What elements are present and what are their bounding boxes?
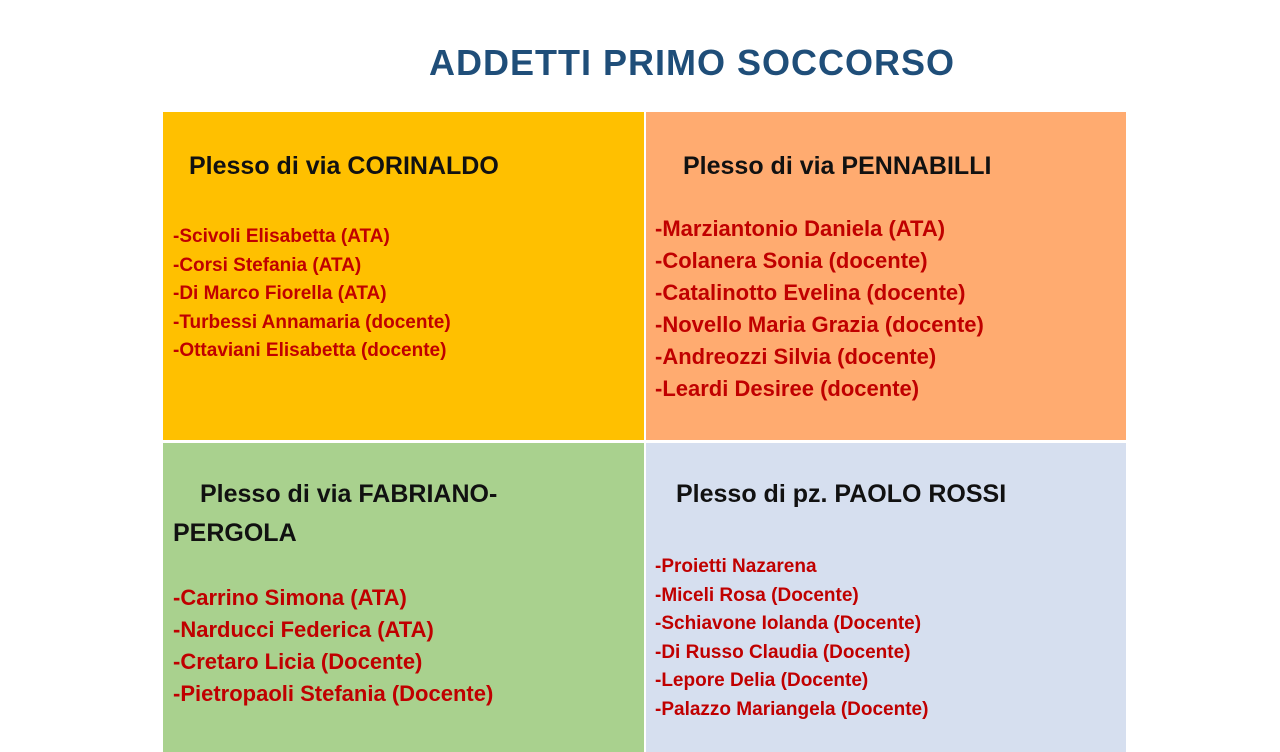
member-item: -Marziantonio Daniela (ATA) (655, 216, 946, 241)
section-heading-continued: PERGOLA (173, 519, 297, 547)
section-heading: Plesso di via CORINALDO (189, 152, 499, 180)
member-item: -Narducci Federica (ATA) (173, 617, 434, 642)
member-item: -Di Marco Fiorella (ATA) (173, 283, 387, 305)
section-heading: Plesso di pz. PAOLO ROSSI (676, 480, 1007, 508)
member-item: -Di Russo Claudia (Docente) (655, 641, 911, 663)
member-list (655, 553, 928, 725)
member-item: -Catalinotto Evelina (docente) (655, 280, 966, 305)
section-heading: Plesso di via FABRIANO- (200, 480, 498, 508)
member-item: -Scivoli Elisabetta (ATA) (173, 226, 390, 247)
member-list (173, 582, 493, 710)
member-item: -Miceli Rosa (Docente) (655, 584, 859, 606)
section-pennabilli (646, 112, 1126, 440)
member-item: -Cretaro Licia (Docente) (173, 649, 423, 674)
section-fabriano-pergola (163, 443, 644, 752)
section-corinaldo (163, 112, 644, 440)
member-item: -Leardi Desiree (docente) (655, 376, 920, 401)
member-item: -Ottaviani Elisabetta (docente) (173, 340, 447, 362)
member-item: -Carrino Simona (ATA) (173, 585, 407, 610)
member-item: -Corsi Stefania (ATA) (173, 254, 362, 276)
member-item: -Turbessi Annamaria (docente) (173, 311, 451, 333)
member-item: -Colanera Sonia (docente) (655, 248, 928, 273)
member-item: -Lepore Delia (Docente) (655, 670, 869, 692)
member-item: -Palazzo Mariangela (Docente) (655, 698, 929, 720)
member-item: -Schiavone Iolanda (Docente) (655, 613, 922, 635)
section-heading: Plesso di via PENNABILLI (683, 152, 992, 180)
section-paolo-rossi (646, 443, 1126, 752)
member-list (655, 213, 984, 405)
slide-title: ADDETTI PRIMO SOCCORSO (428, 42, 956, 83)
member-item: -Pietropaoli Stefania (Docente) (173, 681, 494, 706)
plessi-grid (163, 112, 1126, 752)
member-item: -Novello Maria Grazia (docente) (655, 312, 984, 337)
member-item: -Proietti Nazarena (655, 556, 817, 577)
member-list (173, 223, 451, 366)
member-item: -Andreozzi Silvia (docente) (655, 344, 937, 369)
